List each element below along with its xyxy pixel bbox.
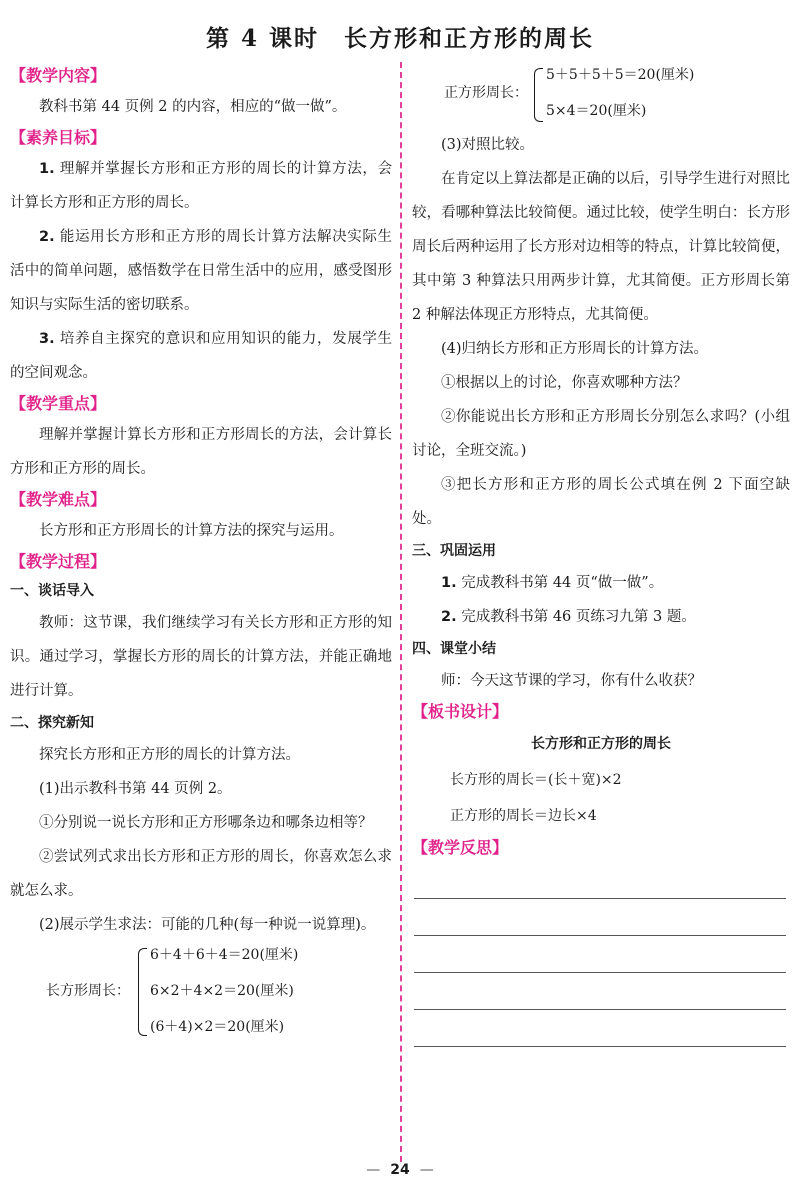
rectangle-formula-1: 6＋4＋6＋4＝20(厘米) <box>150 947 299 963</box>
rectangle-perimeter-label: 长方形周长： <box>46 983 130 999</box>
reflection-line <box>414 973 786 1010</box>
rectangle-perimeter-formulas <box>10 942 392 1042</box>
section-heading-summary: 四、课堂小结 <box>412 641 496 657</box>
reflection-line <box>414 899 786 936</box>
rectangle-formula-3: (6＋4)×2＝20(厘米) <box>150 1019 285 1035</box>
difficulty-text: 长方形和正方形周长的计算方法的探究与运用。 <box>39 523 344 539</box>
goal-1-number: 1. <box>39 161 55 177</box>
section-tag-key-points: 【教学重点】 <box>10 394 107 413</box>
section-tag-reflection: 【教学反思】 <box>412 838 509 857</box>
rectangle-formula-2: 6×2＋4×2＝20(厘米) <box>150 983 294 999</box>
goal-2-text: 能运用长方形和正方形的周长计算方法解决实际生活中的简单问题，感悟数学在日常生活中的应用，感受图形知识与实际生活的密切联系。 <box>10 229 392 313</box>
goal-1-text: 理解并掌握长方形和正方形的周长的计算方法，会计算长方形和正方形的周长。 <box>10 161 392 211</box>
content-text: 教科书第 44 页例 2 的内容，相应的“做一做”。 <box>39 99 347 115</box>
square-perimeter-formulas <box>412 62 790 128</box>
step-4-question-1: ①根据以上的讨论，你喜欢哪种方法？ <box>441 375 688 391</box>
step-1: (1)出示教科书第 44 页例 2。 <box>39 781 232 797</box>
explore-intro: 探究长方形和正方形的周长的计算方法。 <box>39 747 300 763</box>
exercise-2 <box>412 600 790 634</box>
goal-3-text: 培养自主探究的意识和应用知识的能力，发展学生的空间观念。 <box>10 331 392 381</box>
section-heading-practice: 三、巩固运用 <box>412 543 496 559</box>
section-tag-difficulty: 【教学难点】 <box>10 490 107 509</box>
exercise-1-text: 完成教科书第 44 页“做一做”。 <box>456 575 664 591</box>
section-tag-goals: 【素养目标】 <box>10 128 107 147</box>
section-tag-process: 【教学过程】 <box>10 552 107 571</box>
goal-1 <box>10 152 392 220</box>
summary-text: 师：今天这节课的学习，你有什么收获？ <box>441 673 702 689</box>
board-title: 长方形和正方形的周长 <box>531 736 671 752</box>
brace-icon <box>138 948 147 1036</box>
reflection-line <box>414 1010 786 1047</box>
intro-text: 教师：这节课，我们继续学习有关长方形和正方形的知识。通过学习，掌握长方形的周长的计算方法，并能正确地进行计算。 <box>10 615 392 699</box>
step-1-question-1: ①分别说一说长方形和正方形哪条边和哪条边相等？ <box>39 815 373 831</box>
dash-icon: — <box>366 1162 381 1178</box>
step-3-text: 在肯定以上算法都是正确的以后，引导学生进行对照比较，看哪种算法比较简便。通过比较，使学生明白：长方形周长后两种运用了长方形对边相等的特点，计算比较简便，其中第 3 种算法只用两步计算，尤其简便。正方形周长第 2 种解法体现正方形特点，尤其简便。 <box>412 171 790 323</box>
dash-icon: — <box>419 1162 434 1178</box>
left-column <box>10 62 392 1042</box>
step-1-question-2: ②尝试列式求出长方形和正方形的周长，你喜欢怎么求就怎么求。 <box>10 849 392 899</box>
section-heading-explore: 二、探究新知 <box>10 715 94 731</box>
exercise-1-number: 1. <box>441 575 457 591</box>
square-formula-1: 5＋5＋5＋5＝20(厘米) <box>546 67 695 83</box>
column-divider <box>400 62 402 1162</box>
page-number <box>0 1162 800 1178</box>
section-heading-intro: 一、谈话导入 <box>10 583 94 599</box>
exercise-1 <box>412 566 790 600</box>
goal-3-number: 3. <box>39 331 55 347</box>
reflection-area <box>412 862 790 1047</box>
exercise-2-number: 2. <box>441 609 457 625</box>
step-2: (2)展示学生求法：可能的几种(每一种说一说算理)。 <box>39 917 376 933</box>
section-tag-content: 【教学内容】 <box>10 66 107 85</box>
section-tag-board-design: 【板书设计】 <box>412 702 509 721</box>
board-square-formula: 正方形的周长＝边长×4 <box>450 808 597 824</box>
square-formula-2: 5×4＝20(厘米) <box>546 103 647 119</box>
board-rectangle-formula: 长方形的周长＝(长＋宽)×2 <box>450 772 622 788</box>
square-perimeter-label: 正方形周长： <box>444 85 528 101</box>
page-title: 第 4 课时 长方形和正方形的周长 <box>205 25 595 52</box>
goal-3 <box>10 322 392 390</box>
step-3: (3)对照比较。 <box>441 137 535 153</box>
reflection-line <box>414 862 786 899</box>
goal-2-number: 2. <box>39 229 55 245</box>
key-points-text: 理解并掌握计算长方形和正方形周长的方法，会计算长方形和正方形的周长。 <box>10 427 392 477</box>
reflection-line <box>414 936 786 973</box>
page-number-value: 24 <box>390 1162 410 1178</box>
right-column <box>412 62 790 1047</box>
step-4-question-2: ②你能说出长方形和正方形周长分别怎么求吗？(小组讨论，全班交流。) <box>412 409 790 459</box>
goal-2 <box>10 220 392 322</box>
step-4-question-3: ③把长方形和正方形的周长公式填在例 2 下面空缺处。 <box>412 477 790 527</box>
step-4: (4)归纳长方形和正方形周长的计算方法。 <box>441 341 709 357</box>
exercise-2-text: 完成教科书第 46 页练习九第 3 题。 <box>456 609 696 625</box>
brace-icon <box>534 68 543 122</box>
